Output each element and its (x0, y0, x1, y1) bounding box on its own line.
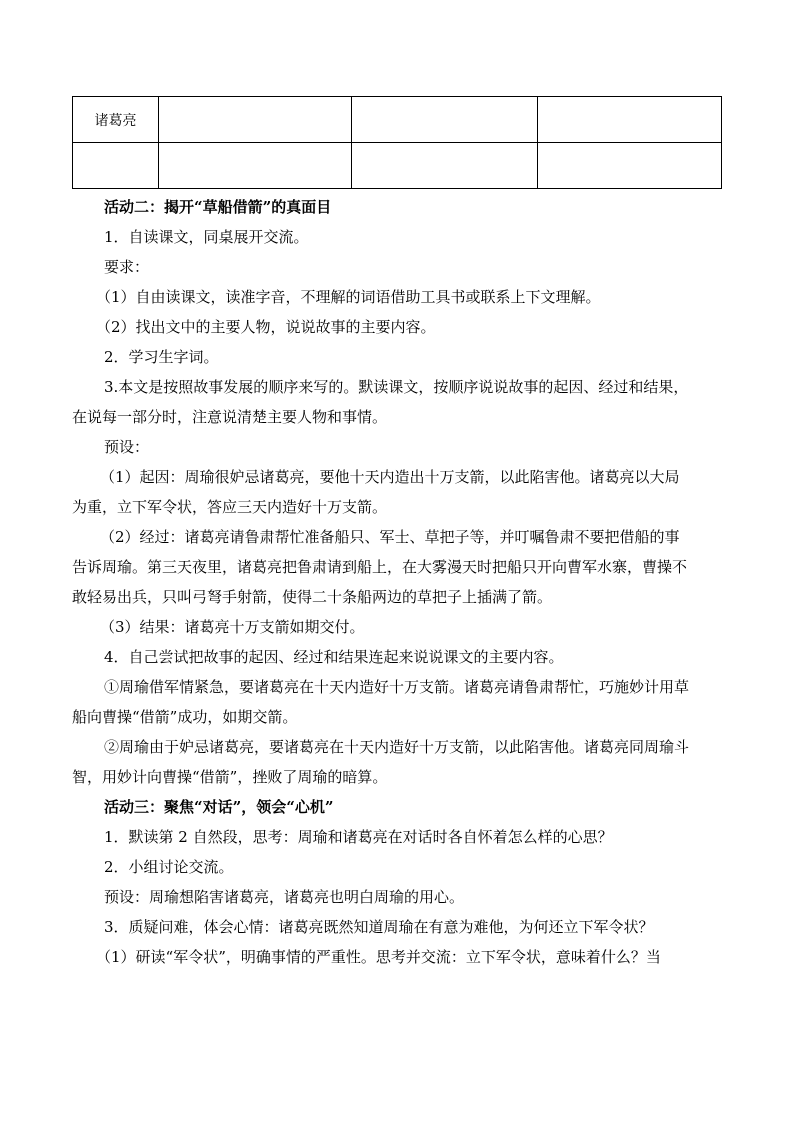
paragraph: （1）研读“军令状”，明确事情的严重性。思考并交流：立下军令状，意味着什么？当 (96, 948, 661, 966)
table-row (73, 143, 722, 189)
paragraph: 3．质疑问难，体会心情：诸葛亮既然知道周瑜在有意为难他，为何还立下军令状？ (104, 918, 654, 936)
paragraph: 2．学习生字词。 (104, 348, 219, 366)
paragraph: （3）结果：诸葛亮十万支箭如期交付。 (100, 618, 365, 636)
paragraph-continuation: 在说每一部分时，注意说清楚主要人物和事情。 (72, 408, 388, 426)
paragraph: 4．自己尝试把故事的起因、经过和结果连起来说说课文的主要内容。 (104, 648, 564, 666)
paragraph: ②周瑜由于妒忌诸葛亮，要诸葛亮在十天内造好十万支箭，以此陷害他。诸葛亮同周瑜斗 (104, 738, 690, 756)
paragraph: 3.本文是按照故事发展的顺序来写的。默读课文，按顺序说说故事的起因、经过和结果， (104, 378, 689, 396)
table-cell: 诸葛亮 (73, 97, 159, 143)
paragraph: 预设： (104, 438, 150, 456)
paragraph: 要求： (104, 258, 150, 276)
activity-heading: 活动二：揭开“草船借箭”的真面目 (104, 198, 332, 216)
table-cell (352, 143, 538, 189)
table-row (73, 97, 722, 143)
paragraph-continuation: 敢轻易出兵，只叫弓弩手射箭，使得二十条船两边的草把子上插满了箭。 (72, 588, 553, 606)
table-cell (538, 97, 722, 143)
activity-heading: 活动三：聚焦“对话”，领会“心机” (104, 798, 334, 816)
paragraph: ①周瑜借军情紧急，要诸葛亮在十天内造好十万支箭。诸葛亮请鲁肃帮忙，巧施妙计用草 (104, 678, 690, 696)
paragraph: （1）起因：周瑜很妒忌诸葛亮，要他十天内造出十万支箭，以此陷害他。诸葛亮以大局 (100, 468, 680, 486)
paragraph: （2）经过：诸葛亮请鲁肃帮忙准备船只、军士、草把子等，并叮嘱鲁肃不要把借船的事 (100, 528, 680, 546)
table-cell (538, 143, 722, 189)
paragraph: 预设：周瑜想陷害诸葛亮，诸葛亮也明白周瑜的用心。 (104, 888, 465, 906)
paragraph: 2．小组讨论交流。 (104, 858, 234, 876)
table-cell (73, 143, 159, 189)
paragraph-continuation: 告诉周瑜。第三天夜里，诸葛亮把鲁肃请到船上，在大雾漫天时把船只开向曹军水寨，曹操不 (72, 558, 688, 576)
paragraph: 1．自读课文，同桌展开交流。 (104, 228, 309, 246)
paragraph: （1）自由读课文，读准字音，不理解的词语借助工具书或联系上下文理解。 (96, 288, 601, 306)
table-cell (159, 97, 352, 143)
paragraph: 1．默读第 2 自然段，思考：周瑜和诸葛亮在对话时各自怀着怎么样的心思？ (104, 828, 613, 846)
paragraph-continuation: 为重，立下军令状，答应三天内造好十万支箭。 (72, 498, 388, 516)
paragraph-continuation: 船向曹操“借箭”成功，如期交箭。 (72, 708, 298, 726)
table-cell (352, 97, 538, 143)
table-cell (159, 143, 352, 189)
body-text (72, 192, 732, 972)
paragraph: （2）找出文中的主要人物，说说故事的主要内容。 (96, 318, 436, 336)
paragraph-continuation: 智，用妙计向曹操“借箭”，挫败了周瑜的暗算。 (72, 768, 388, 786)
character-table (72, 96, 722, 189)
